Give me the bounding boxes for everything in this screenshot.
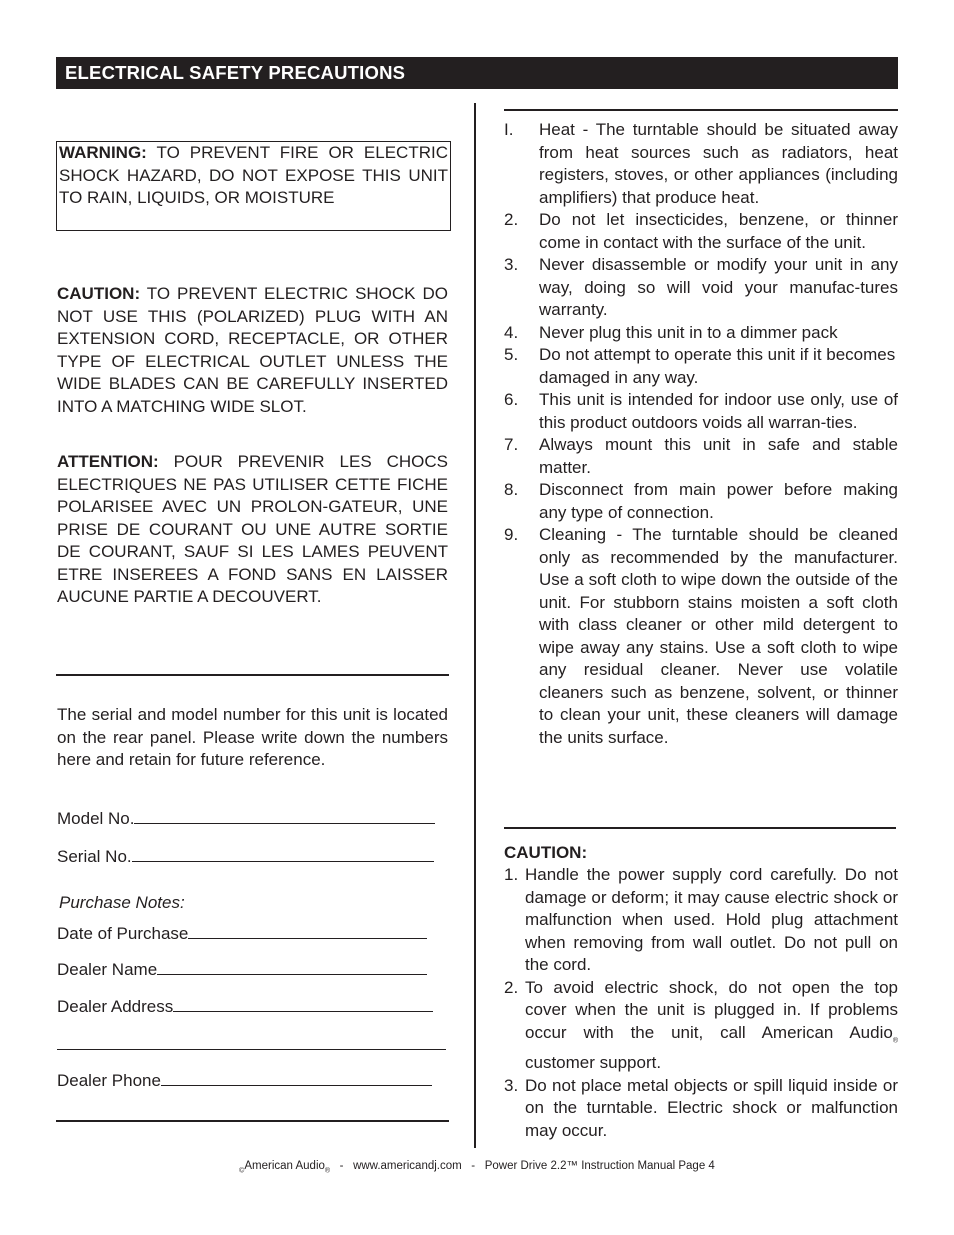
list-item-text: Handle the power supply cord carefully. Do not damage or deform; it may cause electric shock or malfunction when used. Hold plug attachment when removing from wall outlet. Do not pull on the cord. xyxy=(525,865,898,974)
list-item-number: 4. xyxy=(504,322,519,342)
list-item-text: Do not place metal objects or spill liquid inside or on the turntable. Electric shock or malfunction may occur. xyxy=(525,1075,898,1140)
dealer-phone-label: Dealer Phone xyxy=(57,1071,161,1090)
divider-line xyxy=(504,827,896,829)
registered-mark: ® xyxy=(892,1036,898,1044)
date-of-purchase-field[interactable] xyxy=(57,924,452,944)
footer-text: - www.americandj.com - Power Drive 2.2™ Instruction Manual Page 4 xyxy=(330,1160,715,1172)
list-item xyxy=(504,344,898,389)
serial-number-blank[interactable] xyxy=(132,847,434,862)
warning-box xyxy=(56,141,451,231)
list-item-number: 5. xyxy=(504,345,519,364)
dealer-address-label: Dealer Address xyxy=(57,997,174,1016)
list-item-text: Disconnect from main power before making any type of connection. xyxy=(539,480,898,522)
list-item-text: This unit is intended for indoor use only, use of this product outdoors voids all warran-ties. xyxy=(539,390,898,432)
list-item xyxy=(504,209,898,254)
attention-paragraph xyxy=(57,451,448,609)
list-item-text-part: To avoid electric shock, do not open the top cover when the unit is plugged in. If problems occur with the unit, call American Audio xyxy=(525,977,898,1042)
dealer-name-field[interactable] xyxy=(57,960,452,980)
list-item xyxy=(504,864,898,977)
section-title: ELECTRICAL SAFETY PRECAUTIONS xyxy=(65,62,406,83)
section-header-bar xyxy=(56,57,898,89)
list-item-number: 7. xyxy=(504,435,519,454)
list-item xyxy=(504,434,898,479)
list-item xyxy=(504,119,898,209)
attention-text: POUR PREVENIR LES CHOCS ELECTRIQUES NE PAS UTILISER CETTE FICHE POLARISEE AVEC UN PROLON-GATEUR, UNE PRISE DE COURANT OU UNE AUTRE SORTIE DE COURANT, SAUF SI LES LAMES PEUVENT ETRE INSEREES A FOND SANS EN LAISSER AUCUNE PARTIE A DECOUVERT. xyxy=(57,452,448,606)
list-item-text: Never plug this unit in to a dimmer pack xyxy=(539,322,838,342)
list-item-text: Do not let insecticides, benzene, or thinner come in contact with the surface of the unit. xyxy=(539,210,898,252)
caution-text: TO PREVENT ELECTRIC SHOCK DO NOT USE THIS (POLARIZED) PLUG WITH AN EXTENSION CORD, RECEPTACLE, OR OTHER TYPE OF ELECTRICAL OUTLET UNLESS THE WIDE BLADES CAN BE CAREFULLY INSERTED INTO A MATCHING WIDE SLOT. xyxy=(57,284,448,416)
date-of-purchase-label: Date of Purchase xyxy=(57,924,189,943)
copyright-mark: © xyxy=(239,1167,245,1175)
list-item xyxy=(504,1075,898,1143)
caution-paragraph xyxy=(57,283,448,418)
serial-number-field[interactable] xyxy=(57,847,452,867)
registered-mark: ® xyxy=(324,1167,331,1175)
model-number-field[interactable] xyxy=(57,809,452,829)
dealer-address-line-2[interactable] xyxy=(57,1035,452,1055)
list-item-number: 2. xyxy=(504,977,519,997)
list-item-text: Heat - The turntable should be situated away from heat sources such as radiators, heat registers, stoves, or other appliances (including amplifiers) that produce heat. xyxy=(539,120,898,207)
list-item xyxy=(504,977,898,1075)
list-item-text: Cleaning - The turntable should be cleaned only as recommended by the manufacturer. Use a soft cloth to wipe down the outside of the unit. For stubborn stains moisten a soft cloth with class cleaner or other mild detergent to wipe away any stains. Use a soft cloth to wipe any residual cleaner. Never use volatile cleaners such as benzene, solvent, or thinner to clean your unit, these cleaners will damage the units surface. xyxy=(539,525,898,747)
purchase-notes-heading: Purchase Notes: xyxy=(59,893,185,912)
attention-label: ATTENTION: xyxy=(57,452,159,471)
list-item xyxy=(504,322,898,345)
list-item-number: 1. xyxy=(504,865,519,884)
divider-line xyxy=(504,109,898,111)
list-item xyxy=(504,389,898,434)
list-item-number: 8. xyxy=(504,480,519,499)
divider-line xyxy=(56,674,449,676)
serial-number-label: Serial No. xyxy=(57,847,132,866)
list-item-number: I. xyxy=(504,120,514,139)
list-item-text: Always mount this unit in safe and stable matter. xyxy=(539,435,898,477)
dealer-phone-field[interactable] xyxy=(57,1071,452,1091)
dealer-address-blank-2[interactable] xyxy=(57,1035,446,1050)
warning-label: WARNING: xyxy=(59,143,147,162)
warning-paragraph xyxy=(59,142,448,210)
dealer-address-blank[interactable] xyxy=(173,997,433,1012)
dealer-address-field[interactable] xyxy=(57,997,452,1017)
precautions-list xyxy=(504,119,898,749)
model-number-blank[interactable] xyxy=(134,809,435,824)
model-number-label: Model No. xyxy=(57,809,135,828)
list-item-text-part: customer support. xyxy=(525,1053,662,1073)
list-item-text: Do not attempt to operate this unit if it becomes damaged in any way. xyxy=(539,345,896,387)
list-item-number: 2. xyxy=(504,210,519,229)
footer-brand: American Audio xyxy=(244,1160,325,1172)
list-item xyxy=(504,254,898,322)
dealer-name-label: Dealer Name xyxy=(57,960,158,979)
list-item xyxy=(504,524,898,749)
list-item-number: 3. xyxy=(504,1075,519,1095)
list-item-number: 6. xyxy=(504,390,519,409)
list-item xyxy=(504,479,898,524)
caution-list xyxy=(504,864,898,1142)
caution-section-title: CAUTION: xyxy=(504,843,588,862)
list-item-number: 3. xyxy=(504,255,519,274)
warning-text: TO PREVENT FIRE OR ELECTRIC SHOCK HAZARD, DO NOT EXPOSE THIS UNIT TO RAIN, LIQUIDS, OR MOISTURE xyxy=(59,143,448,207)
date-of-purchase-blank[interactable] xyxy=(188,924,427,939)
column-divider xyxy=(474,103,476,1148)
list-item-number: 9. xyxy=(504,525,519,544)
list-item-text: Never disassemble or modify your unit in any way, doing so will void your manufac-tures warranty. xyxy=(539,255,898,319)
caution-label: CAUTION: xyxy=(57,284,141,303)
divider-line xyxy=(56,1120,449,1122)
page-footer xyxy=(0,1160,954,1174)
list-item-text xyxy=(525,977,898,1075)
dealer-phone-blank[interactable] xyxy=(161,1071,432,1086)
serial-info-paragraph: The serial and model number for this unit is located on the rear panel. Please write down the numbers here and retain for future reference. xyxy=(57,705,448,769)
dealer-name-blank[interactable] xyxy=(157,960,427,975)
